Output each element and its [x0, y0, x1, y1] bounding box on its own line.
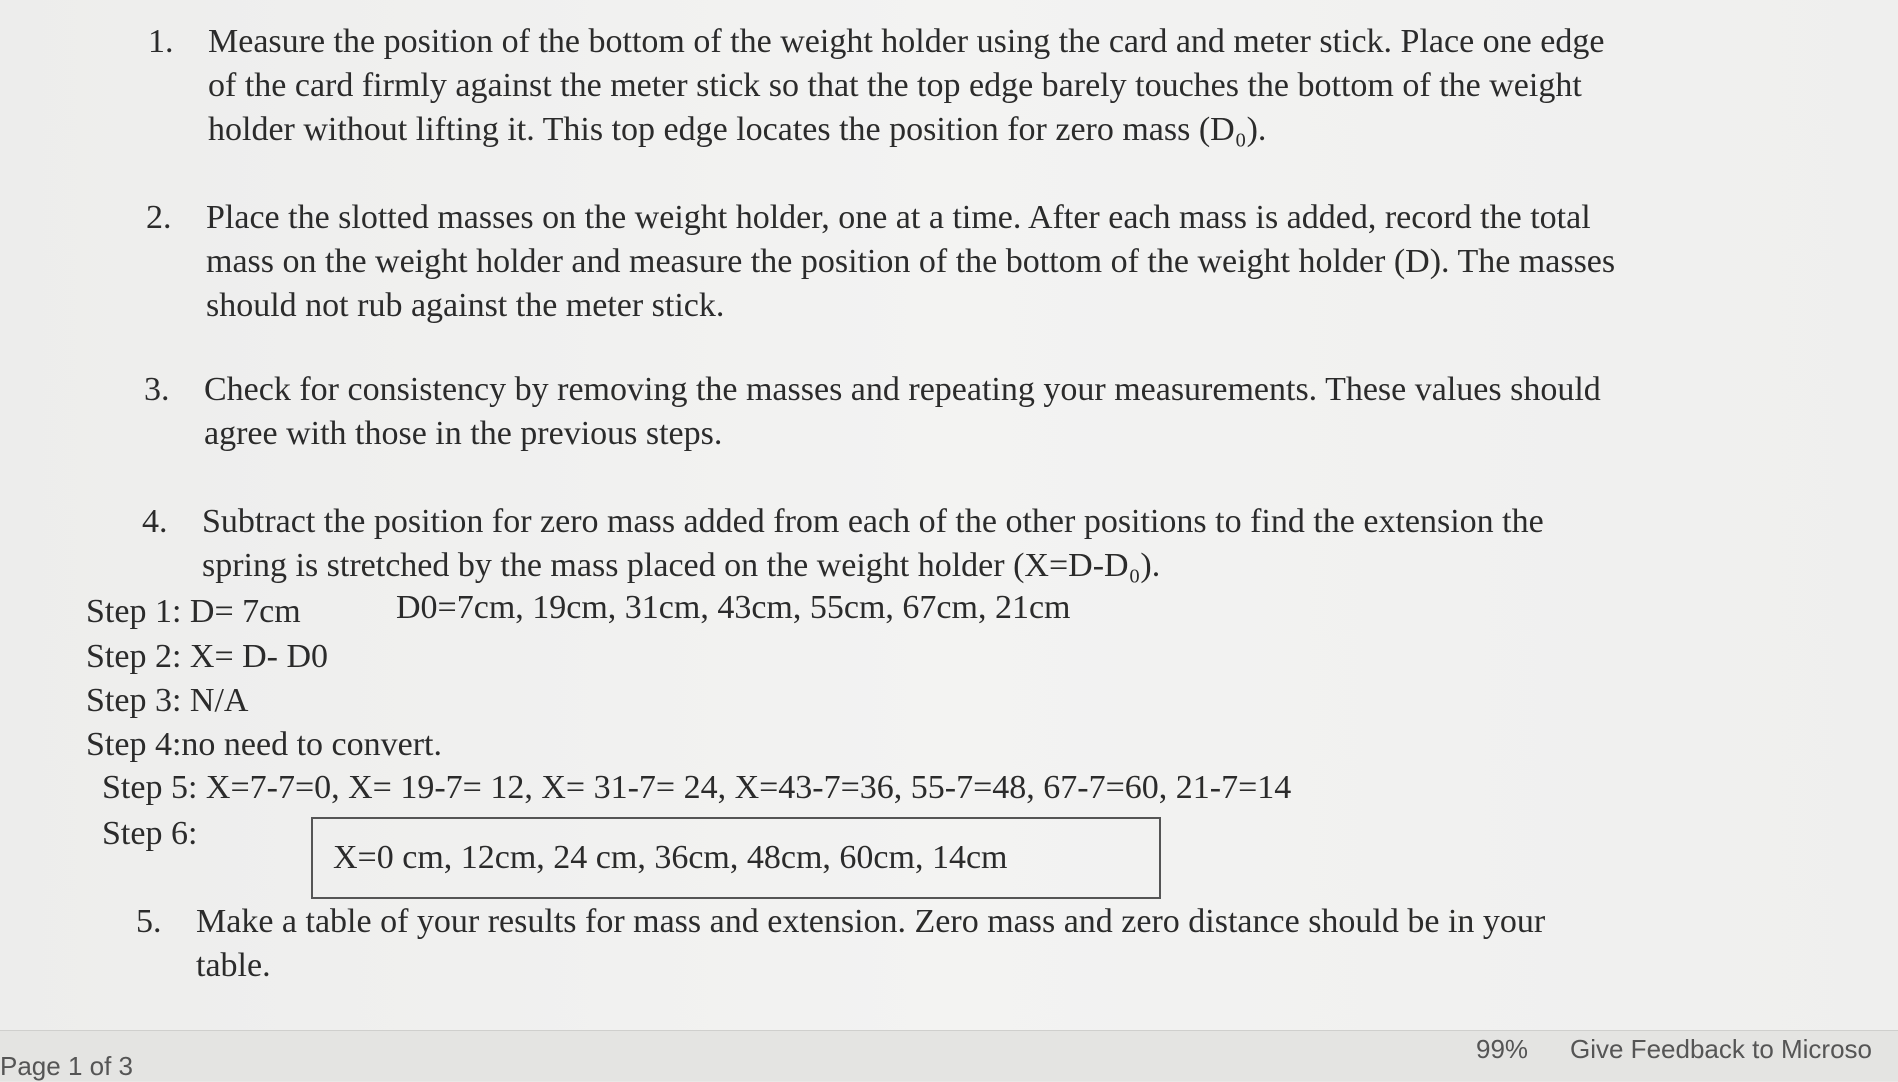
status-bar [0, 1030, 1898, 1081]
instruction-text [206, 196, 1615, 328]
instruction-line: Subtract the position for zero mass added from each of the other positions to find the extension the [202, 503, 1544, 540]
give-feedback-link[interactable]: Give Feedback to Microso [1570, 1034, 1873, 1064]
answer-step-2: Step 2: X= D- D0 [86, 638, 329, 675]
instruction-number: 5. [136, 903, 162, 940]
zoom-level[interactable]: 99% [1476, 1034, 1529, 1064]
instruction-line: holder without lifting it. This top edge locates the position for zero mass (D₀). [208, 111, 1267, 148]
instruction-line: should not rub against the meter stick. [206, 287, 725, 324]
instruction-text [204, 368, 1601, 456]
instruction-line: Check for consistency by removing the masses and repeating your measurements. These values should [204, 371, 1601, 408]
instruction-line: spring is stretched by the mass placed on the weight holder (X=D-D₀). [202, 547, 1161, 584]
instruction-line: agree with those in the previous steps. [204, 415, 723, 452]
instruction-line: Make a table of your results for mass and extension. Zero mass and zero distance should be in your [196, 903, 1546, 940]
instruction-number: 2. [146, 199, 172, 236]
instruction-line: table. [196, 947, 271, 984]
instruction-line: Place the slotted masses on the weight holder, one at a time. After each mass is added, record the total [206, 199, 1591, 236]
instruction-number: 1. [148, 23, 174, 60]
instruction-text [208, 20, 1604, 152]
instruction-line: Measure the position of the bottom of the weight holder using the card and meter stick. Place one edge [208, 23, 1605, 60]
instruction-text [202, 500, 1544, 588]
answer-step-6: Step 6: [102, 815, 198, 852]
answer-text-box[interactable]: X=0 cm, 12cm, 24 cm, 36cm, 48cm, 60cm, 14cm [311, 817, 1161, 899]
answer-step-5: Step 5: X=7-7=0, X= 19-7= 12, X= 31-7= 24, X=43-7=36, 55-7=48, 67-7=60, 21-7=14 [102, 769, 1292, 806]
answer-step-3: Step 3: N/A [86, 682, 249, 719]
instruction-text [196, 900, 1545, 988]
page-counter[interactable]: Page 1 of 3 [0, 1051, 133, 1081]
answer-step-1-values: D0=7cm, 19cm, 31cm, 43cm, 55cm, 67cm, 21cm [396, 589, 1071, 626]
answer-step-1: Step 1: D= 7cm [86, 593, 301, 630]
instruction-line: mass on the weight holder and measure the position of the bottom of the weight holder (D). The masses [206, 243, 1616, 280]
instruction-number: 3. [144, 371, 170, 408]
instruction-number: 4. [142, 503, 168, 540]
instruction-line: of the card firmly against the meter stick so that the top edge barely touches the bottom of the weight [208, 67, 1582, 104]
answer-step-4: Step 4:no need to convert. [86, 726, 442, 763]
